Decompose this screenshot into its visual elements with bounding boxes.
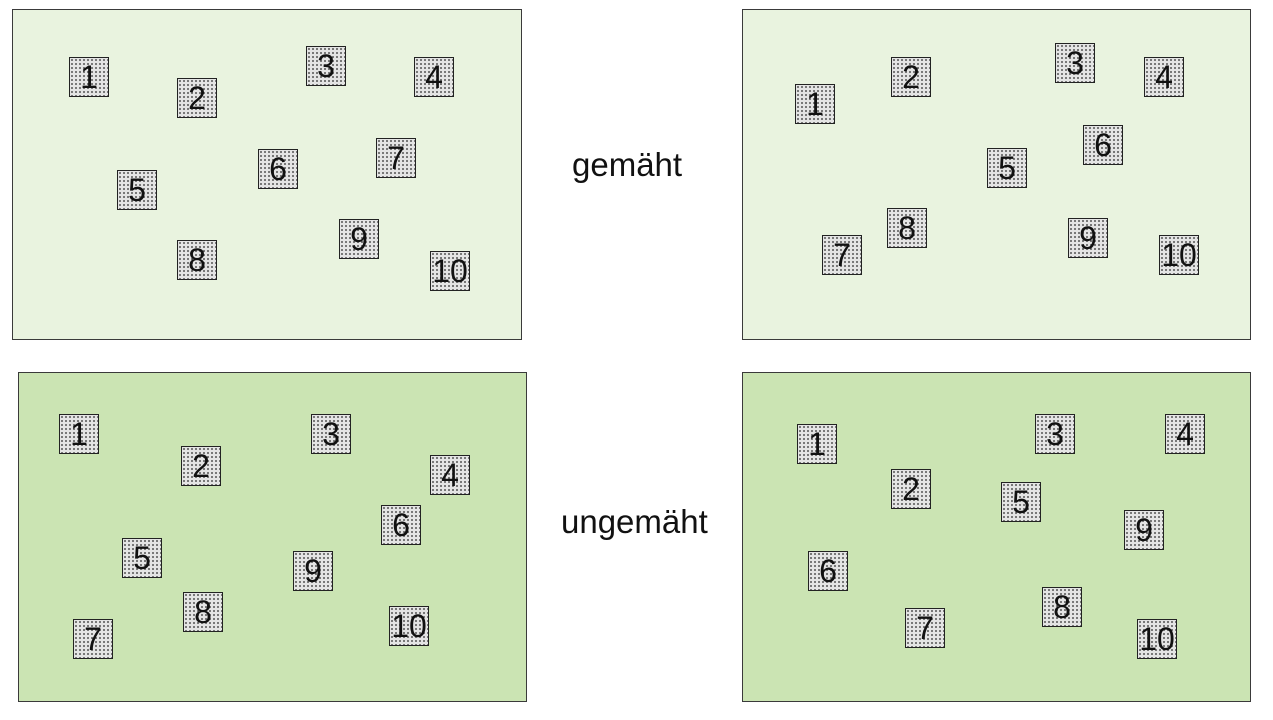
- quadrat-4: 4: [430, 455, 470, 495]
- quadrat-2: 2: [177, 78, 217, 118]
- quadrat-10: 10: [389, 606, 429, 646]
- quadrat-7: 7: [376, 138, 416, 178]
- quadrat-3: 3: [311, 414, 351, 454]
- quadrat-1: 1: [795, 84, 835, 124]
- quadrat-10: 10: [430, 251, 470, 291]
- quadrat-7: 7: [73, 619, 113, 659]
- unmown-plot-right: [742, 372, 1251, 702]
- label-mown: gemäht: [572, 146, 683, 183]
- quadrat-4: 4: [414, 57, 454, 97]
- quadrat-1: 1: [797, 424, 837, 464]
- quadrat-9: 9: [1124, 510, 1164, 550]
- quadrat-5: 5: [987, 148, 1027, 188]
- quadrat-3: 3: [306, 46, 346, 86]
- quadrat-1: 1: [69, 57, 109, 97]
- quadrat-7: 7: [905, 608, 945, 648]
- quadrat-6: 6: [808, 551, 848, 591]
- unmown-plot-left: [18, 372, 527, 702]
- quadrat-2: 2: [891, 57, 931, 97]
- quadrat-8: 8: [183, 592, 223, 632]
- quadrat-3: 3: [1055, 43, 1095, 83]
- quadrat-10: 10: [1159, 235, 1199, 275]
- quadrat-9: 9: [339, 219, 379, 259]
- quadrat-1: 1: [59, 414, 99, 454]
- quadrat-6: 6: [381, 505, 421, 545]
- quadrat-5: 5: [122, 538, 162, 578]
- quadrat-5: 5: [117, 170, 157, 210]
- quadrat-6: 6: [1083, 125, 1123, 165]
- quadrat-8: 8: [887, 208, 927, 248]
- quadrat-9: 9: [1068, 218, 1108, 258]
- quadrat-8: 8: [1042, 587, 1082, 627]
- quadrat-9: 9: [293, 551, 333, 591]
- quadrat-7: 7: [822, 235, 862, 275]
- mown-plot-left: [12, 9, 522, 340]
- quadrat-10: 10: [1137, 619, 1177, 659]
- quadrat-4: 4: [1144, 57, 1184, 97]
- quadrat-4: 4: [1165, 414, 1205, 454]
- quadrat-6: 6: [258, 149, 298, 189]
- label-unmown: ungemäht: [561, 503, 708, 540]
- quadrat-3: 3: [1035, 414, 1075, 454]
- quadrat-8: 8: [177, 240, 217, 280]
- mown-plot-right: [742, 9, 1251, 340]
- quadrat-2: 2: [181, 446, 221, 486]
- quadrat-2: 2: [891, 469, 931, 509]
- quadrat-5: 5: [1001, 482, 1041, 522]
